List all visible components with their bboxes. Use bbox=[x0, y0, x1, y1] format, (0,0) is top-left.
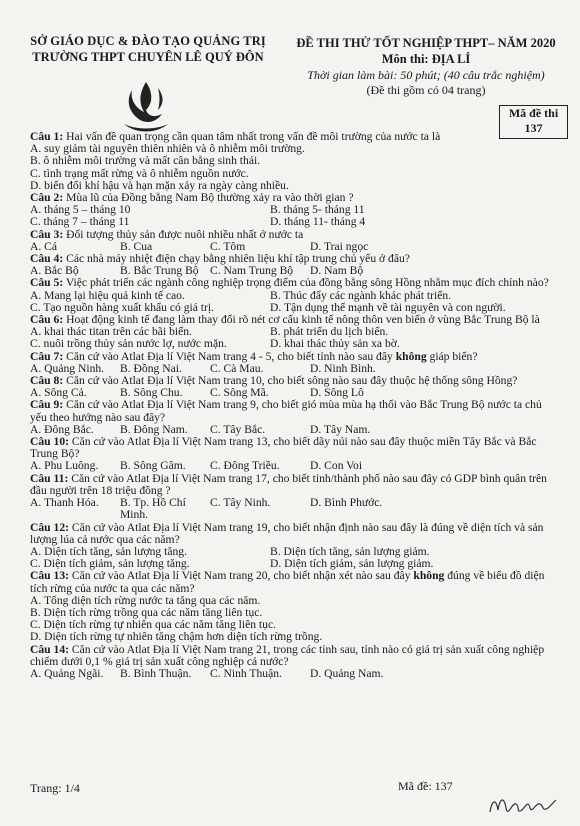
answer-option: D. Con Voi bbox=[310, 459, 363, 473]
answer-option: B. tháng 5- tháng 11 bbox=[270, 203, 365, 217]
answer-option: C. Ninh Thuận. bbox=[210, 666, 282, 680]
answer-option: A. Quảng Ninh. bbox=[30, 361, 105, 375]
options-row bbox=[30, 290, 560, 302]
question-number: Câu 8: bbox=[30, 374, 64, 388]
answer-option: C. Tạo nguồn hàng xuất khẩu có giá trị. bbox=[30, 300, 214, 314]
answer-option: C. Tây Bắc. bbox=[210, 422, 266, 436]
answer-option: D. tháng 11- tháng 4 bbox=[270, 215, 366, 229]
answer-option: B. ô nhiễm môi trường và mất cân bằng sinh thái. bbox=[30, 154, 261, 168]
answer-option: C. Sông Mã. bbox=[210, 386, 269, 400]
answer-option: D. Tận dụng thế mạnh về tài nguyên và con người. bbox=[270, 300, 506, 314]
question-10 bbox=[30, 436, 560, 473]
question-number: Câu 12: bbox=[30, 520, 69, 534]
question-number: Câu 10: bbox=[30, 435, 69, 449]
answer-option: A. khai thác titan trên các bãi biển. bbox=[30, 325, 192, 339]
answer-option: C. Tôm bbox=[210, 239, 246, 253]
answer-option: C. tháng 7 – tháng 11 bbox=[30, 215, 130, 229]
answer-option: A. Quảng Ngãi. bbox=[30, 666, 104, 680]
question-text-end: giáp biển? bbox=[426, 349, 478, 363]
question-text: Căn cứ vào Atlat Địa lí Việt Nam trang 13, cho biết dãy núi nào sau đây thuộc miền Tây Bắc và Bắc Trung Bộ? bbox=[30, 435, 537, 461]
question-stem bbox=[30, 570, 560, 594]
options-row bbox=[30, 168, 560, 180]
question-number: Câu 1: bbox=[30, 130, 64, 143]
department-name: SỞ GIÁO DỤC & ĐÀO TẠO QUẢNG TRỊ bbox=[30, 34, 266, 48]
answer-option: A. Tổng diện tích rừng nước ta tăng qua các năm. bbox=[30, 593, 261, 607]
question-number: Câu 14: bbox=[30, 642, 69, 656]
answer-option: C. nuôi trồng thủy sản nước lợ, nước mặn. bbox=[30, 337, 227, 351]
answer-option: D. Quảng Nam. bbox=[310, 666, 384, 680]
question-14 bbox=[30, 644, 560, 681]
exam-code-label: Mã đề thi bbox=[508, 106, 559, 120]
options-row bbox=[30, 497, 560, 521]
question-11 bbox=[30, 473, 560, 522]
answer-option: C. Nam Trung Bộ bbox=[210, 264, 294, 278]
question-8 bbox=[30, 375, 560, 399]
question-stem bbox=[30, 277, 560, 289]
answer-option: A. Diện tích tăng, sản lượng tăng. bbox=[30, 544, 187, 558]
question-stem bbox=[30, 436, 560, 460]
question-text: Căn cứ vào Atlat Địa lí Việt Nam trang 20, cho biết nhận xét nào sau đây bbox=[68, 569, 414, 583]
answer-option: D. Trai ngọc bbox=[310, 239, 369, 253]
answer-option: A. Đông Bắc. bbox=[30, 422, 94, 436]
question-text-end: đúng về biểu đồ diện tích rừng của nước ta qua các năm? bbox=[30, 569, 545, 595]
answer-option: D. Tây Nam. bbox=[310, 422, 371, 436]
question-number: Câu 5: bbox=[30, 276, 64, 290]
answer-option: C. Cà Mau. bbox=[210, 361, 264, 375]
question-9 bbox=[30, 399, 560, 436]
answer-option: D. Diện tích rừng tự nhiên tăng chậm hơn diện tích rừng trồng. bbox=[30, 630, 323, 644]
question-list bbox=[30, 131, 560, 680]
answer-option: A. tháng 5 – tháng 10 bbox=[30, 203, 131, 217]
answer-option: A. suy giảm tài nguyên thiên nhiên và ô nhiễm môi trường. bbox=[30, 142, 305, 156]
exam-code: 137 bbox=[524, 121, 543, 135]
question-text: Mùa lũ của Đồng bằng Nam Bộ thường xảy ra vào thời gian ? bbox=[63, 191, 354, 205]
question-6 bbox=[30, 314, 560, 351]
answer-option: C. Diện tích giảm, sản lượng tăng. bbox=[30, 557, 190, 571]
signature bbox=[486, 790, 558, 820]
question-stem bbox=[30, 644, 560, 668]
options-row bbox=[30, 668, 560, 680]
school-logo bbox=[118, 78, 174, 136]
question-text: Căn cứ vào Atlat Địa lí Việt Nam trang 4 - 5, cho biết tỉnh nào sau đây bbox=[63, 349, 396, 363]
question-number: Câu 9: bbox=[30, 398, 64, 412]
answer-option: A. Mang lại hiệu quả kinh tế cao. bbox=[30, 288, 185, 302]
question-5 bbox=[30, 277, 560, 314]
question-stem bbox=[30, 399, 560, 423]
time-info: Thời gian làm bài: 50 phút; (40 câu trắc nghiệm) bbox=[307, 68, 545, 82]
answer-option: D. Sông Lô bbox=[310, 386, 364, 400]
pages-info: (Đề thi gồm có 04 trang) bbox=[366, 83, 486, 97]
answer-option: A. Sông Cả. bbox=[30, 386, 87, 400]
question-stem bbox=[30, 375, 560, 387]
question-stem bbox=[30, 229, 560, 241]
question-4 bbox=[30, 253, 560, 277]
question-emphasis: không bbox=[413, 569, 445, 583]
question-text: Các nhà máy nhiệt điện chạy bằng nhiên liệu khí tập trung chủ yếu ở đâu? bbox=[63, 252, 410, 266]
question-text: Căn cứ vào Atlat Địa lí Việt Nam trang 21, trong các tỉnh sau, tỉnh nào có giá trị sản xuất công nghiệp chiếm dưới 0,1 % giá trị sản xuất công nghiệp cả nước? bbox=[30, 642, 545, 668]
answer-option: B. Bình Thuận. bbox=[120, 666, 192, 680]
question-text: Căn cứ vào Atlat Địa lí Việt Nam trang 9, cho biết gió mùa mùa hạ thổi vào Bắc Trung Bộ nước ta chủ yếu theo hướng nào sau đây? bbox=[30, 398, 542, 424]
page-number: Trang: 1/4 bbox=[30, 781, 80, 795]
question-text: Việc phát triển các ngành công nghiệp trọng điểm của đồng bằng sông Hồng nhằm mục đích chính nào? bbox=[63, 276, 549, 290]
question-number: Câu 2: bbox=[30, 191, 64, 205]
answer-option: B. Đồng Nai. bbox=[120, 361, 182, 375]
question-stem bbox=[30, 253, 560, 265]
answer-option: B. Diện tích rừng trồng qua các năm tăng liên tục. bbox=[30, 605, 263, 619]
question-number: Câu 4: bbox=[30, 252, 64, 266]
question-stem bbox=[30, 473, 560, 497]
answer-option: D. Ninh Bình. bbox=[310, 361, 376, 375]
footer-exam-code: Mã đề: 137 bbox=[398, 779, 453, 793]
school-name: TRƯỜNG THPT CHUYÊN LÊ QUÝ ĐÔN bbox=[32, 50, 264, 64]
question-13 bbox=[30, 570, 560, 643]
answer-option: C. Tây Ninh. bbox=[210, 496, 271, 510]
question-number: Câu 7: bbox=[30, 349, 64, 363]
question-text: Đối tượng thủy sản được nuôi nhiều nhất ở nước ta bbox=[63, 227, 304, 241]
question-3 bbox=[30, 229, 560, 253]
question-number: Câu 11: bbox=[30, 471, 69, 485]
question-stem bbox=[30, 351, 560, 363]
question-2 bbox=[30, 192, 560, 229]
exam-title: ĐỀ THI THỬ TỐT NGHIỆP THPT– NĂM 2020 bbox=[296, 36, 556, 50]
answer-option: C. Diện tích rừng tự nhiên qua các năm tăng liên tục. bbox=[30, 618, 276, 632]
answer-option: B. Sông Chu. bbox=[120, 386, 183, 400]
question-1 bbox=[30, 131, 560, 192]
answer-option: C. Đông Triều. bbox=[210, 459, 280, 473]
question-stem bbox=[30, 522, 560, 546]
header-right bbox=[286, 36, 566, 98]
question-emphasis: không bbox=[395, 349, 427, 363]
answer-option: D. Nam Bộ bbox=[310, 264, 364, 278]
answer-option: B. Cua bbox=[120, 239, 153, 253]
answer-option: B. Sông Gâm. bbox=[120, 459, 186, 473]
answer-option: B. Đông Nam. bbox=[120, 422, 188, 436]
answer-option: B. Tp. Hồ Chí Minh. bbox=[120, 496, 186, 522]
question-text: Căn cứ vào Atlat Địa lí Việt Nam trang 17, cho biết tỉnh/thành phố nào sau đây có GDP bình quân trên đầu người trên 18 triệu đồng ? bbox=[30, 471, 547, 497]
answer-option: A. Cá bbox=[30, 239, 58, 253]
question-text: Hoạt động kinh tế đang làm thay đổi rõ nét cơ cấu kinh tế nông thôn ven biển ở vùng Bắc Trung Bộ là bbox=[63, 313, 540, 327]
question-number: Câu 3: bbox=[30, 227, 64, 241]
answer-option: B. phát triển du lịch biển. bbox=[270, 325, 389, 339]
question-text: Hai vấn đề quan trọng cần quan tâm nhất trong vấn đề môi trường của nước ta là bbox=[63, 130, 441, 143]
answer-option: D. Bình Phước. bbox=[310, 496, 383, 510]
options-row bbox=[30, 155, 560, 167]
answer-option: B. Bắc Trung Bộ bbox=[120, 264, 199, 278]
header-left bbox=[18, 34, 278, 65]
answer-option: D. biến đổi khí hậu và hạn mặn xảy ra ngày càng nhiều. bbox=[30, 178, 289, 192]
subject-title: Môn thi: ĐỊA LÍ bbox=[381, 52, 471, 66]
answer-option: D. khai thác thủy sản xa bờ. bbox=[270, 337, 400, 351]
question-7 bbox=[30, 351, 560, 375]
answer-option: A. Phu Luông. bbox=[30, 459, 99, 473]
answer-option: C. tình trạng mất rừng và ô nhiễm nguồn nước. bbox=[30, 166, 249, 180]
question-text: Căn cứ vào Atlat Địa lí Việt Nam trang 10, cho biết sông nào sau đây thuộc hệ thống sông Hồng? bbox=[63, 374, 518, 388]
answer-option: A. Thanh Hóa. bbox=[30, 496, 99, 510]
answer-option: B. Diện tích tăng, sản lượng giảm. bbox=[270, 544, 430, 558]
answer-option: A. Bắc Bộ bbox=[30, 264, 79, 278]
question-12 bbox=[30, 522, 560, 571]
question-number: Câu 13: bbox=[30, 569, 69, 583]
question-number: Câu 6: bbox=[30, 313, 64, 327]
question-text: Căn cứ vào Atlat Địa lí Việt Nam trang 19, cho biết nhận định nào sau đây là đúng về diện tích và sản lượng lúa cả nước qua các năm? bbox=[30, 520, 544, 546]
answer-option: D. Diện tích giảm, sản lượng giảm. bbox=[270, 557, 434, 571]
answer-option: B. Thúc đẩy các ngành khác phát triển. bbox=[270, 288, 452, 302]
